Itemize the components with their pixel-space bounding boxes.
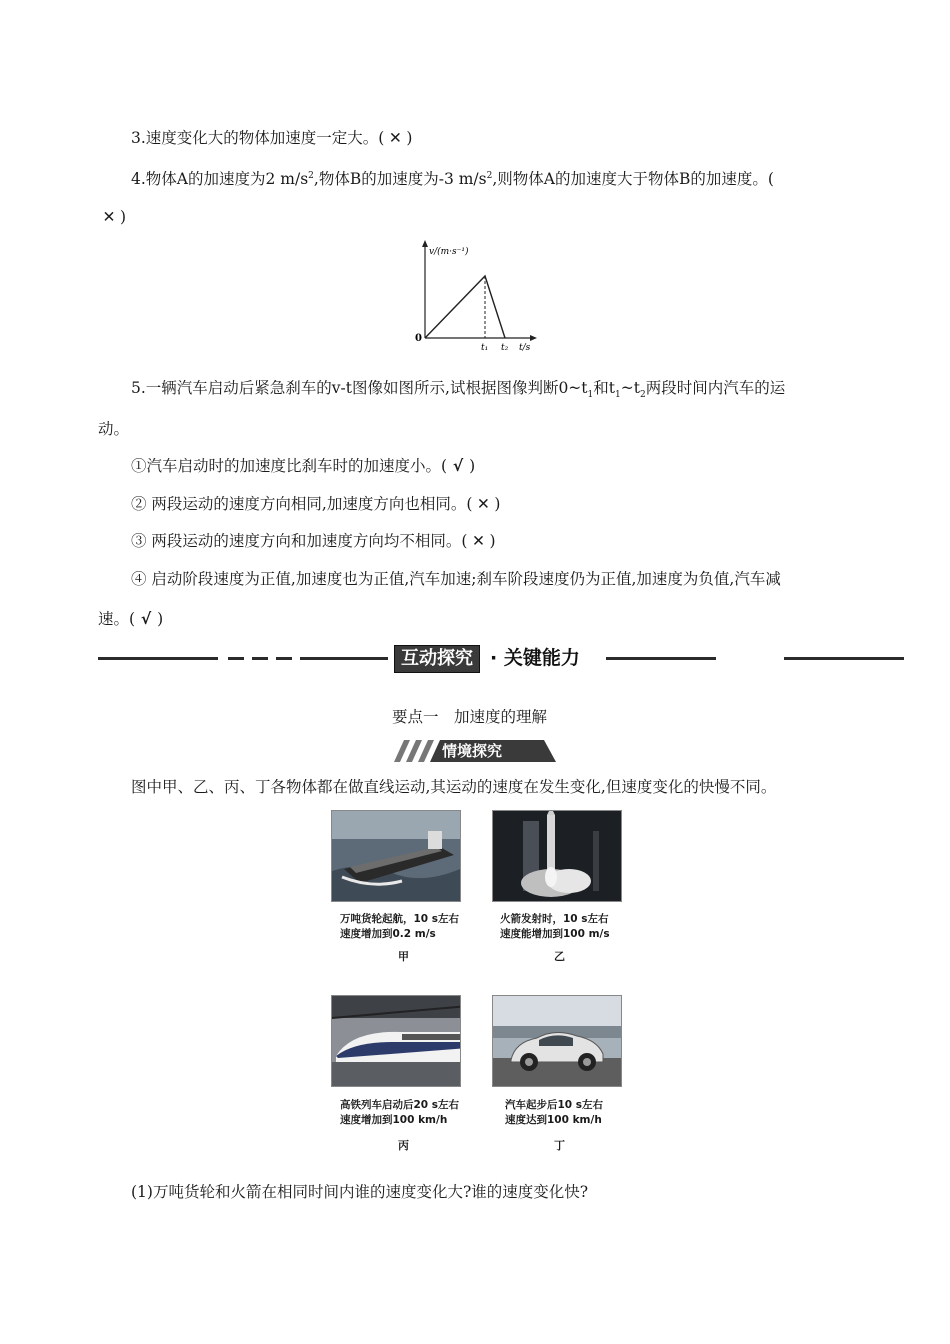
question-4: 4.物体A的加速度为2 $m/s^2$,物体B的加速度为-3 $m/s^2$,则物体A的加速度大于物体B的加速度。( bbox=[131, 170, 774, 189]
photo-car bbox=[492, 995, 622, 1087]
sub-item-4-line2: 速。( √ ) bbox=[98, 610, 164, 628]
answer-mark: ✕ bbox=[476, 495, 490, 513]
photo-cargo-ship bbox=[331, 810, 461, 902]
question-3: 3.速度变化大的物体加速度一定大。( ✕ ) bbox=[131, 129, 413, 147]
answer-mark: ✕ bbox=[471, 532, 485, 550]
intro-text: 图中甲、乙、丙、丁各物体都在做直线运动,其运动的速度在发生变化,但速度变化的快慢不同。 bbox=[131, 778, 777, 796]
vt-graph bbox=[405, 238, 545, 354]
divider-dash bbox=[228, 657, 244, 660]
photo-caption: 高铁列车启动后20 s左右 速度增加到100 km/h bbox=[340, 1099, 460, 1126]
t2-label: t₂ bbox=[501, 343, 509, 353]
photo-caption: 火箭发射时，10 s左右 速度能增加到100 m/s bbox=[500, 913, 610, 940]
question-1: (1)万吨货轮和火箭在相同时间内谁的速度变化大?谁的速度变化快? bbox=[131, 1183, 589, 1201]
vt-line bbox=[425, 276, 505, 338]
divider-line bbox=[784, 657, 904, 660]
answer-mark: ✕ bbox=[388, 129, 402, 147]
question-5: 5.一辆汽车启动后紧急刹车的v-t图像如图所示,试根据图像判断$0\sim t_1$和$t_1\sim t_2$两段时间内汽车的运 bbox=[131, 379, 786, 401]
sub-item-4: ④ 启动阶段速度为正值,加速度也为正值,汽车加速;刹车阶段速度仍为正值,加速度为负值,汽车减 bbox=[131, 570, 781, 588]
photo-label: 乙 bbox=[554, 950, 565, 963]
divider-line bbox=[606, 657, 716, 660]
section-divider bbox=[98, 644, 904, 674]
section-banner-title: · 关键能力 bbox=[490, 647, 580, 669]
divider-dash bbox=[252, 657, 268, 660]
x-axis-arrow bbox=[530, 335, 537, 341]
point-title: 要点一 加速度的理解 bbox=[392, 708, 548, 726]
sub-item-2: ② 两段运动的速度方向相同,加速度方向也相同。( ✕ ) bbox=[131, 495, 501, 513]
photo-label: 丙 bbox=[398, 1139, 409, 1152]
photo-label: 甲 bbox=[398, 950, 409, 963]
photo-caption: 汽车起步后10 s左右 速度达到100 km/h bbox=[505, 1099, 604, 1126]
sub-item-3: ③ 两段运动的速度方向和加速度方向均不相同。( ✕ ) bbox=[131, 532, 496, 550]
scene-tag bbox=[394, 740, 556, 762]
y-axis-label: v/(m·s⁻¹) bbox=[429, 247, 469, 257]
t1-label: t₁ bbox=[481, 343, 489, 353]
photo-high-speed-train bbox=[331, 995, 461, 1087]
origin-label: 0 bbox=[415, 333, 422, 344]
scene-tag-label: 情境探究 bbox=[442, 742, 503, 760]
divider-dash bbox=[276, 657, 292, 660]
question-4-answer: ✕ ) bbox=[98, 207, 126, 227]
answer-mark: √ bbox=[140, 610, 152, 628]
question-5-line2: 动。 bbox=[98, 420, 130, 438]
divider-line bbox=[98, 657, 218, 660]
photo-label: 丁 bbox=[554, 1139, 565, 1152]
answer-mark: √ bbox=[452, 457, 464, 475]
photo-rocket-launch bbox=[492, 810, 622, 902]
divider-line bbox=[300, 657, 388, 660]
answer-mark: ✕ bbox=[102, 208, 116, 226]
photo-caption: 万吨货轮起航，10 s左右 速度增加到0.2 m/s bbox=[340, 913, 460, 940]
sub-item-1: ①汽车启动时的加速度比刹车时的加速度小。( √ ) bbox=[131, 457, 476, 475]
section-banner-box: 互动探究 bbox=[394, 645, 480, 673]
x-axis-label: t/s bbox=[519, 343, 531, 353]
y-axis-arrow bbox=[422, 240, 428, 247]
